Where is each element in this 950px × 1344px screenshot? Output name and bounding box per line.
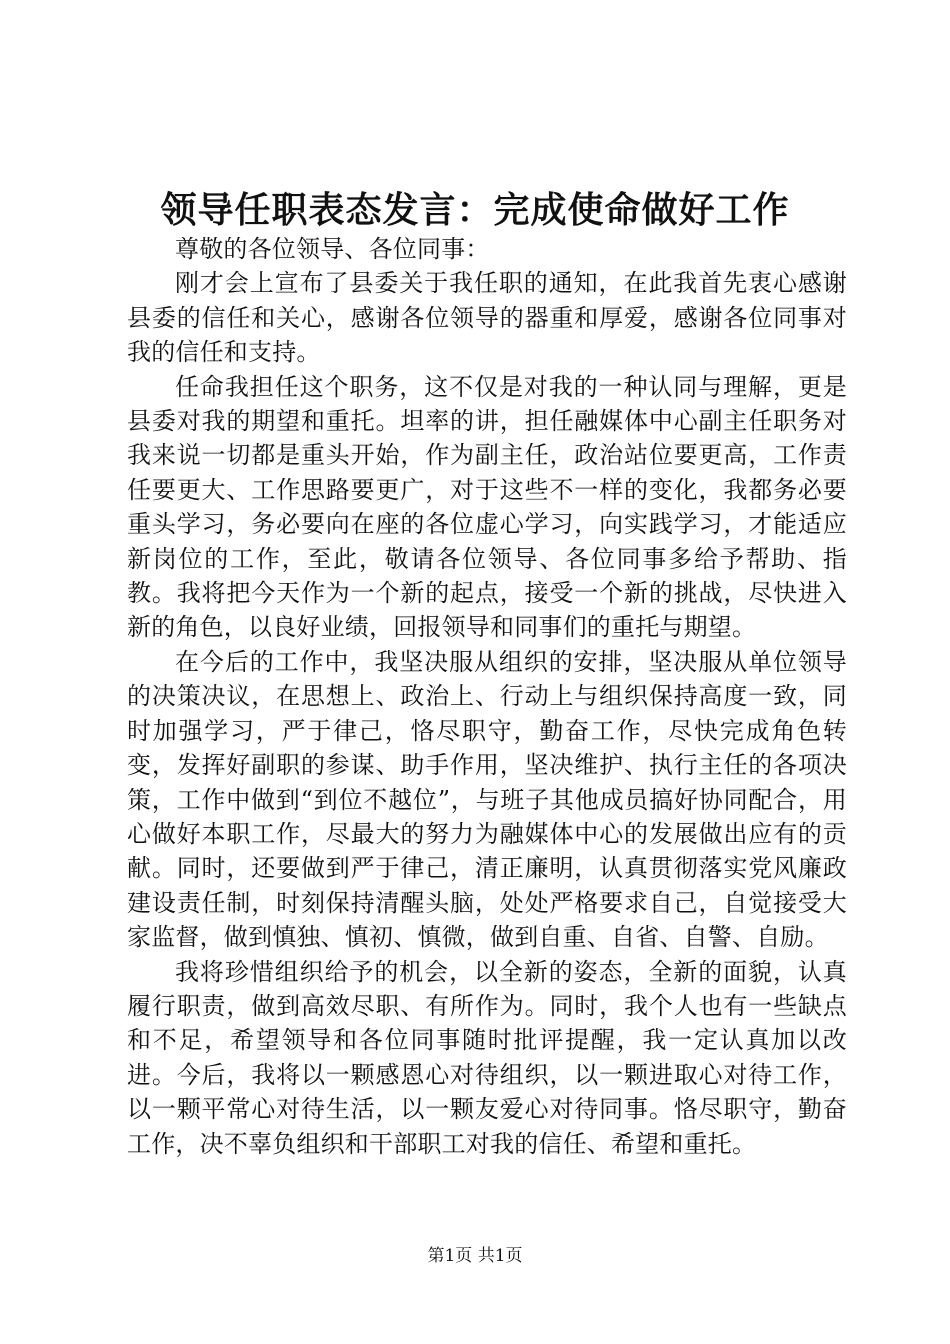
salutation: 尊敬的各位领导、各位同事：	[175, 235, 490, 263]
paragraph: 我将珍惜组织给予的机会，以全新的姿态，全新的面貌，认真履行职责，做到高效尽职、有所作为。同时，我个人也有一些缺点和不足，希望领导和各位同事随时批评提醒，我一定认真加以改进。今后，我将以一颗感恩心对待组织，以一颗进取心对待工作，以一颗平常心对待生活，以一颗友爱心对待同事。恪尽职守，勤奋工作，决不辜负组织和干部职工对我的信任、希望和重托。	[127, 957, 847, 1158]
paragraph: 刚才会上宣布了县委关于我任职的通知，在此我首先衷心感谢县委的信任和关心，感谢各位领导的器重和厚爱，感谢各位同事对我的信任和支持。	[127, 269, 847, 367]
paragraph: 在今后的工作中，我坚决服从组织的安排，坚决服从单位领导的决策决议，在思想上、政治上、行动上与组织保持高度一致，同时加强学习，严于律己，恪尽职守，勤奋工作，尽快完成角色转变，发挥好副职的参谋、助手作用，坚决维护、执行主任的各项决策，工作中做到“到位不越位”，与班子其他成员搞好协同配合，用心做好本职工作，尽最大的努力为融媒体中心的发展做出应有的贡献。同时，还要做到严于律己，清正廉明，认真贯彻落实党风廉政建设责任制，时刻保持清醒头脑，处处严格要求自己，自觉接受大家监督，做到慎独、慎初、慎微，做到自重、自省、自警、自励。	[127, 647, 847, 952]
document-title: 领导任职表态发言：完成使命做好工作	[160, 189, 790, 231]
paragraph: 任命我担任这个职务，这不仅是对我的一种认同与理解，更是县委对我的期望和重托。坦率的讲，担任融媒体中心副主任职务对我来说一切都是重头开始，作为副主任，政治站位要更高，工作责任要更大、工作思路要更广，对于这些不一样的变化，我都务必要重头学习，务必要向在座的各位虚心学习，向实践学习，才能适应新岗位的工作，至此，敬请各位领导、各位同事多给予帮助、指教。我将把今天作为一个新的起点，接受一个新的挑战，尽快进入新的角色，以良好业绩，回报领导和同事们的重托与期望。	[127, 372, 847, 642]
page-number-footer: 第1页 共1页	[427, 1246, 523, 1266]
document-body	[127, 232, 847, 1161]
